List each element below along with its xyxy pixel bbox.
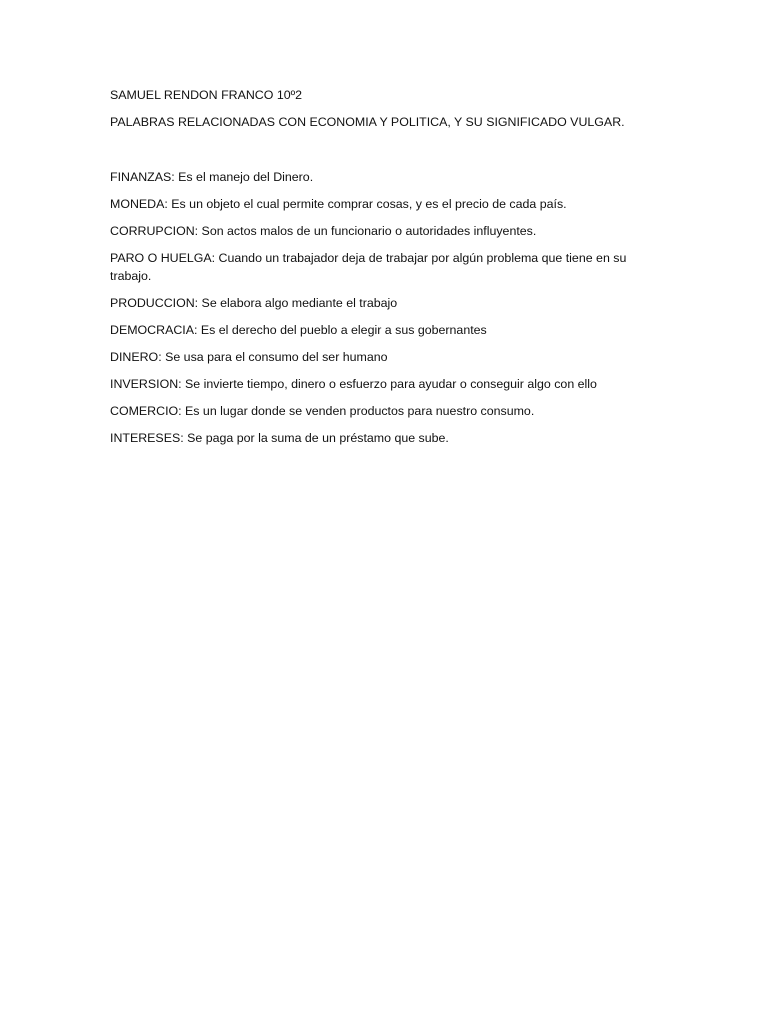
document-heading: PALABRAS RELACIONADAS CON ECONOMIA Y POLITICA, Y SU SIGNIFICADO VULGAR.	[110, 115, 625, 129]
definition-intereses: INTERESES: Se paga por la suma de un préstamo que sube.	[110, 431, 449, 445]
definition-moneda: MONEDA: Es un objeto el cual permite comprar cosas, y es el precio de cada país.	[110, 197, 567, 211]
definition-democracia: DEMOCRACIA: Es el derecho del pueblo a elegir a sus gobernantes	[110, 323, 487, 337]
definition-finanzas: FINANZAS: Es el manejo del Dinero.	[110, 170, 314, 184]
definition-produccion: PRODUCCION: Se elabora algo mediante el trabajo	[110, 296, 398, 310]
definition-dinero: DINERO: Se usa para el consumo del ser humano	[110, 350, 388, 364]
definition-inversion: INVERSION: Se invierte tiempo, dinero o esfuerzo para ayudar o conseguir algo con ello	[110, 377, 597, 391]
definition-comercio: COMERCIO: Es un lugar donde se venden productos para nuestro consumo.	[110, 404, 535, 418]
definition-paro-o-huelga: PARO O HUELGA: Cuando un trabajador deja de trabajar por algún problema que tiene en su trabajo.	[110, 251, 627, 283]
author-line: SAMUEL RENDON FRANCO 10º2	[110, 88, 303, 102]
document-content	[110, 86, 655, 456]
definition-corrupcion: CORRUPCION: Son actos malos de un funcionario o autoridades influyentes.	[110, 224, 537, 238]
